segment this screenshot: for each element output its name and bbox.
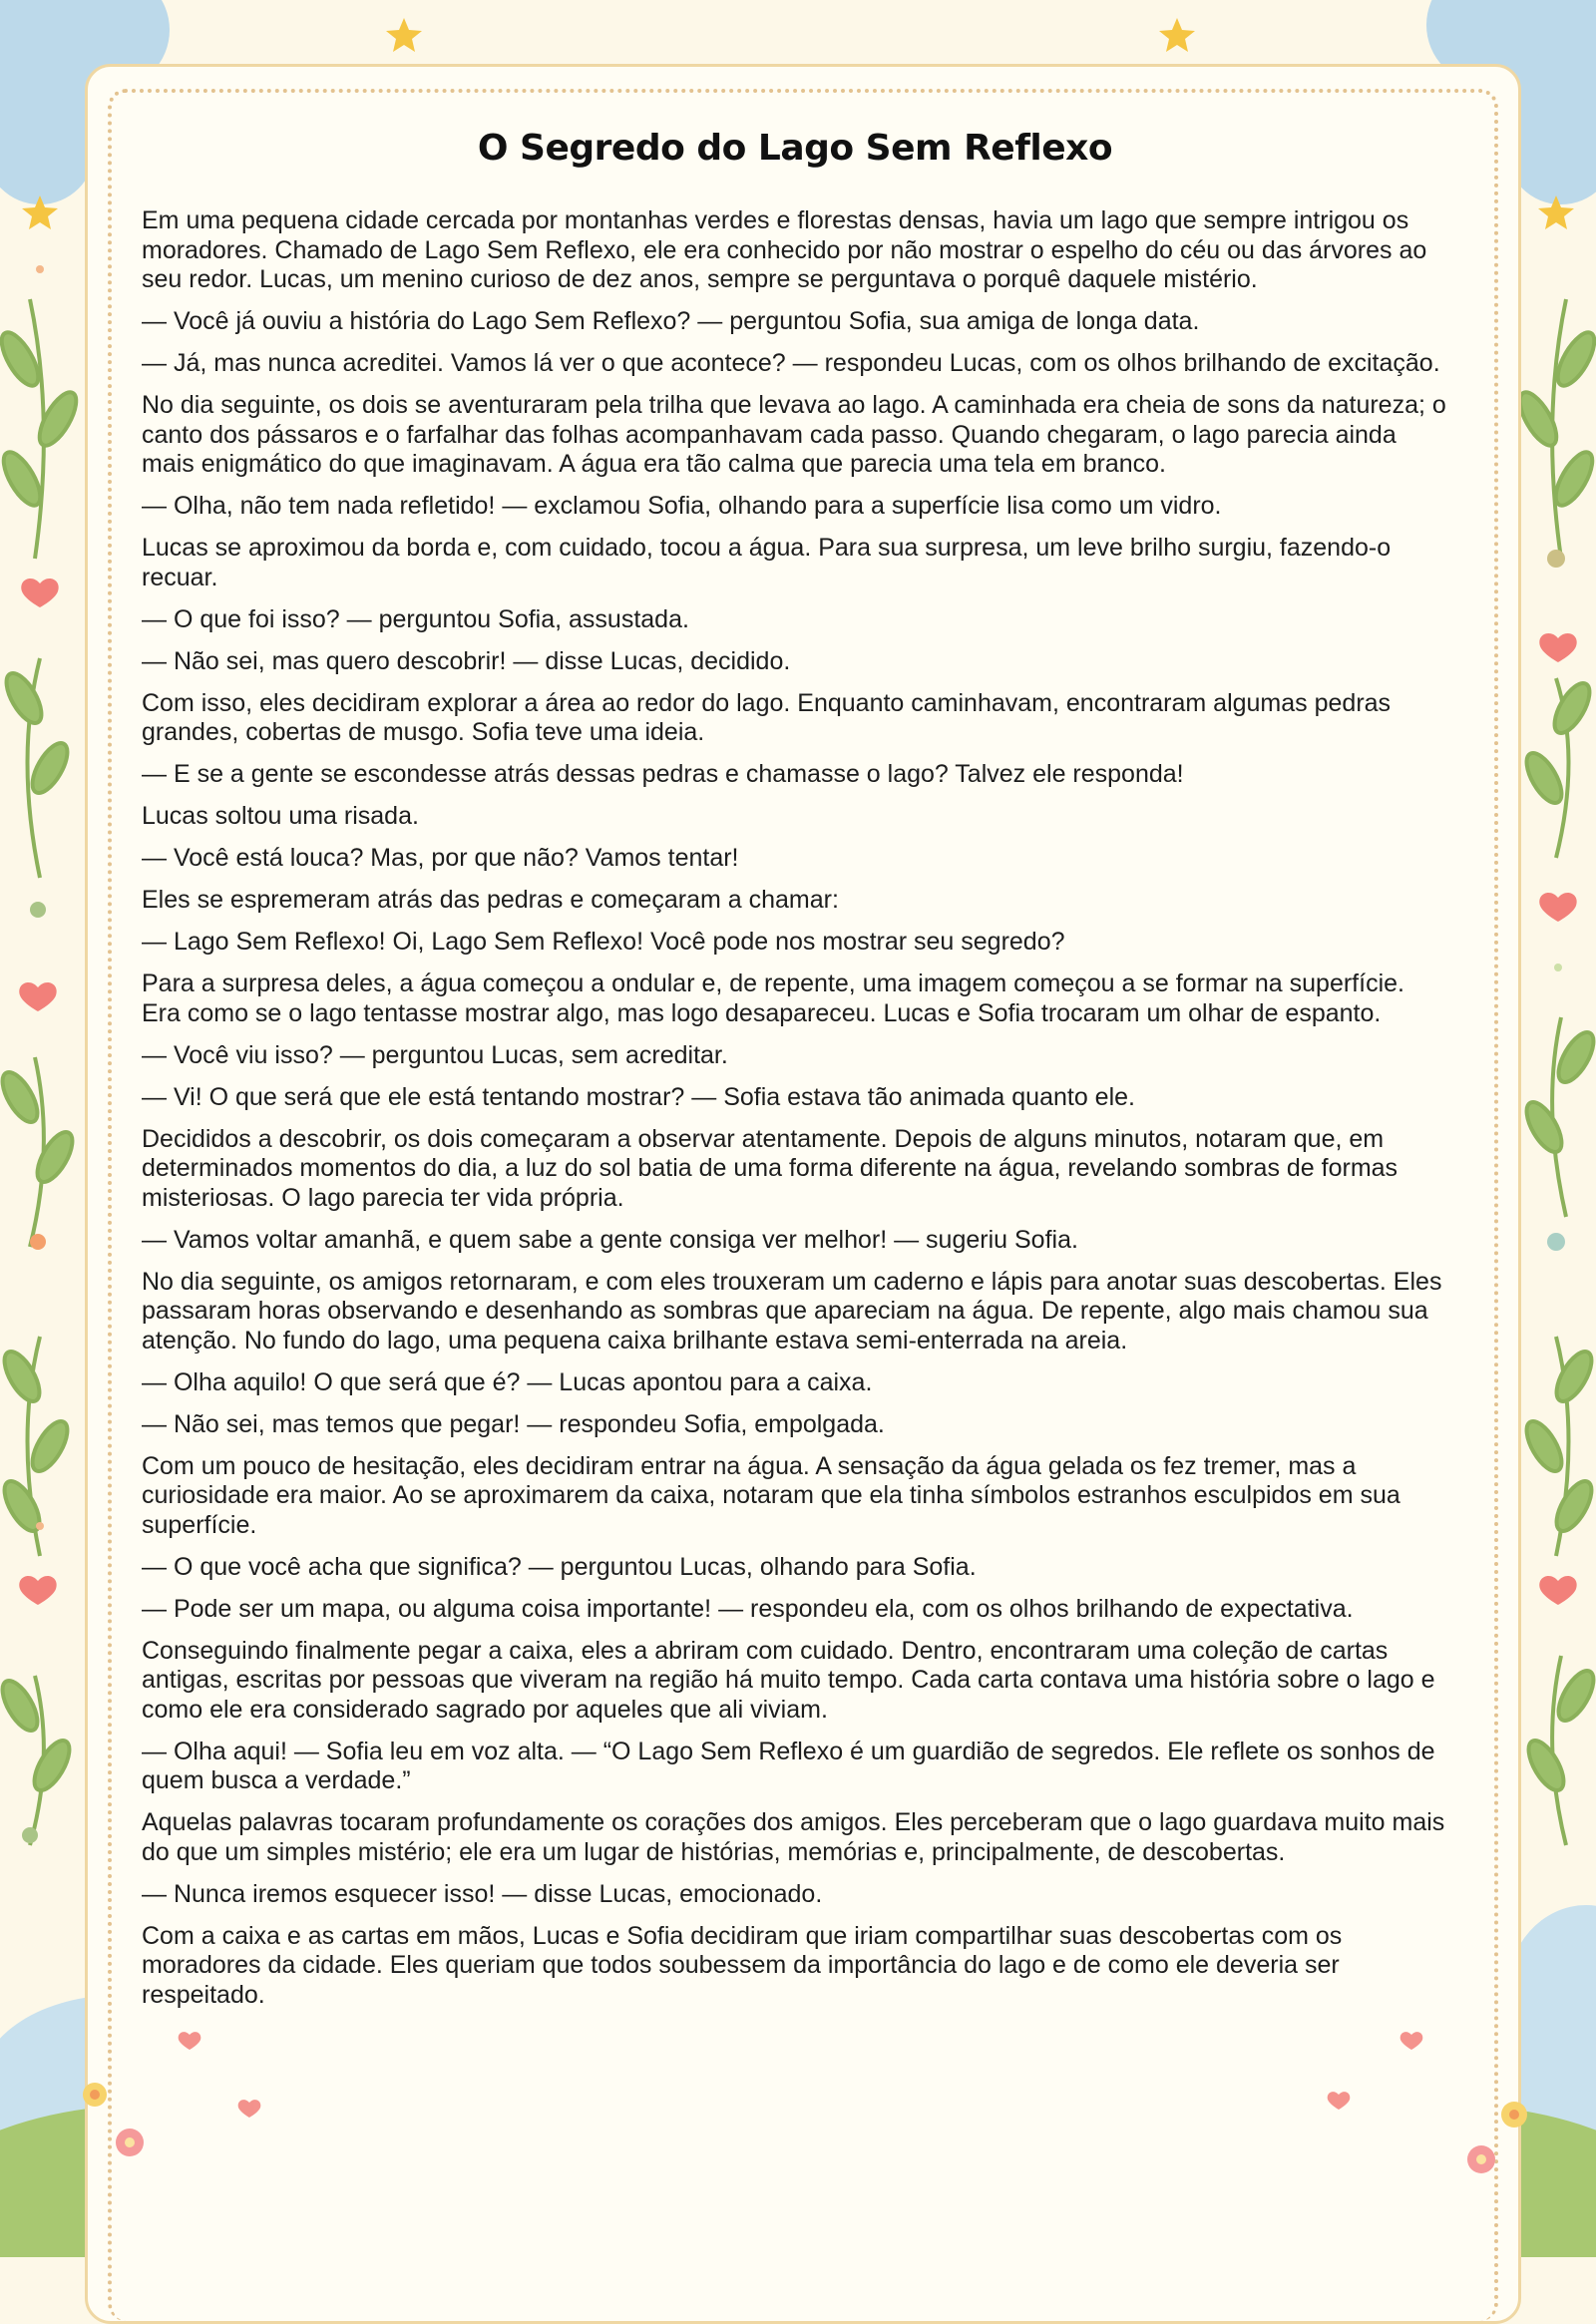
story-paragraph: — E se a gente se escondesse atrás dessas pedras e chamasse o lago? Talvez ele responda! [142,760,1184,788]
story-title: O Segredo do Lago Sem Reflexo [477,128,1113,169]
story-paragraph: Lucas se aproximou da borda e, com cuidado, tocou a água. Para sua surpresa, um leve brilho surgiu, fazendo-o recuar. [142,534,1392,591]
story-paragraph: Lucas soltou uma risada. [142,802,419,830]
right-vine-icon [1513,299,1596,1845]
story-paragraph: Em uma pequena cidade cercada por montanhas verdes e florestas densas, havia um lago que sempre intrigou os moradores. Chamado de Lago Sem Reflexo, ele era conhecido por não mostrar o espelho do céu ou das árvores ao seu redor. Lucas, um menino curioso de dez anos, sempre se perguntava o porquê daquele mistério. [142,206,1427,293]
story-paragraph: — Pode ser um mapa, ou alguma coisa importante! — respondeu ela, com os olhos brilhando de expectativa. [142,1594,1354,1623]
story-paragraph: — Olha aqui! — Sofia leu em voz alta. — “O Lago Sem Reflexo é um guardião de segredos. Ele reflete os sonhos de quem busca a verdade.” [142,1737,1435,1794]
story-paragraph: — Olha aquilo! O que será que é? — Lucas apontou para a caixa. [142,1367,873,1396]
story-paragraph: Com isso, eles decidiram explorar a área ao redor do lago. Enquanto caminhavam, encontraram algumas pedras grandes, cobertas de musgo. Sofia teve uma ideia. [142,688,1392,746]
story-paragraph: Aquelas palavras tocaram profundamente os corações dos amigos. Eles perceberam que o lago guardava muito mais do que um simples mistério; ele era um lugar de histórias, memórias e, principalmente, de descobertas. [142,1808,1445,1866]
story-paragraph: — O que você acha que significa? — perguntou Lucas, olhando para Sofia. [142,1552,977,1581]
story-paragraph: — Você viu isso? — perguntou Lucas, sem acreditar. [142,1040,728,1069]
story-paragraph: — O que foi isso? — perguntou Sofia, assustada. [142,604,689,633]
story-paragraph: Com um pouco de hesitação, eles decidiram entrar na água. A sensação da água gelada os fez tremer, mas a curiosidade era maior. Ao se aproximarem da caixa, notaram que ela tinha símbolos estranhos esculpidos em sua superfície. [142,1451,1400,1539]
story-paragraph: Com a caixa e as cartas em mãos, Lucas e Sofia decidiram que iriam compartilhar suas descobertas com os moradores da cidade. Eles queriam que todos soubessem da importância do lago e de como ele deveria ser respeitado. [142,1921,1343,2009]
story-paragraph: — Nunca iremos esquecer isso! — disse Lucas, emocionado. [142,1879,823,1908]
story-paragraph: Decididos a descobrir, os dois começaram a observar atentamente. Depois de alguns minutos, notaram que, em determinados momentos do dia, a luz do sol batia de uma forma diferente na água, revelando sombras de formas misteriosas. O lago parecia ter vida própria. [142,1124,1398,1212]
story-paragraph: Conseguindo finalmente pegar a caixa, eles a abriram com cuidado. Dentro, encontraram uma coleção de cartas antigas, escritas por pessoas que viveram na região há muito tempo. Cada carta contava uma história sobre o lago e como ele era considerado sagrado por aqueles que ali viviam. [142,1636,1435,1724]
story-paragraph: — Vi! O que será que ele está tentando mostrar? — Sofia estava tão animada quanto ele. [142,1082,1135,1111]
story-paragraph: — Não sei, mas quero descobrir! — disse Lucas, decidido. [142,646,791,675]
story-paragraph: — Não sei, mas temos que pegar! — respondeu Sofia, empolgada. [142,1409,885,1438]
left-vine-icon [0,299,83,1845]
story-paragraph: — Olha, não tem nada refletido! — exclamou Sofia, olhando para a superfície lisa como um vidro. [142,492,1222,520]
story-paragraph: — Lago Sem Reflexo! Oi, Lago Sem Reflexo! Você pode nos mostrar seu segredo? [142,928,1065,956]
story-paragraph: — Você já ouviu a história do Lago Sem Reflexo? — perguntou Sofia, sua amiga de longa data. [142,307,1200,335]
story-paragraph: Eles se espremeram atrás das pedras e começaram a chamar: [142,886,839,914]
story-container [142,128,1448,2023]
story-paragraph: — Você está louca? Mas, por que não? Vamos tentar! [142,844,739,872]
story-paragraph: — Vamos voltar amanhã, e quem sabe a gente consiga ver melhor! — sugeriu Sofia. [142,1225,1078,1254]
story-paragraph: Para a surpresa deles, a água começou a ondular e, de repente, uma imagem começou a se formar na superfície. Era como se o lago tentasse mostrar algo, mas logo desapareceu. Lucas e Sofia trocaram um olhar de espanto. [142,969,1404,1027]
story-paragraph: No dia seguinte, os amigos retornaram, e com eles trouxeram um caderno e lápis para anotar suas descobertas. Eles passaram horas observando e desenhando as sombras que apareciam na água. De repente, algo mais chamou sua atenção. No fundo do lago, uma pequena caixa brilhante estava semi-enterrada na areia. [142,1267,1442,1355]
story-body [142,206,1448,2010]
story-paragraph: No dia seguinte, os dois se aventuraram pela trilha que levava ao lago. A caminhada era cheia de sons da natureza; o canto dos pássaros e o farfalhar das folhas acompanhavam cada passo. Quando chegaram, o lago parecia ainda mais enigmático do que imaginavam. A água era tão calma que parecia uma tela em branco. [142,391,1446,478]
story-paragraph: — Já, mas nunca acreditei. Vamos lá ver o que acontece? — respondeu Lucas, com os olhos brilhando de excitação. [142,349,1440,377]
